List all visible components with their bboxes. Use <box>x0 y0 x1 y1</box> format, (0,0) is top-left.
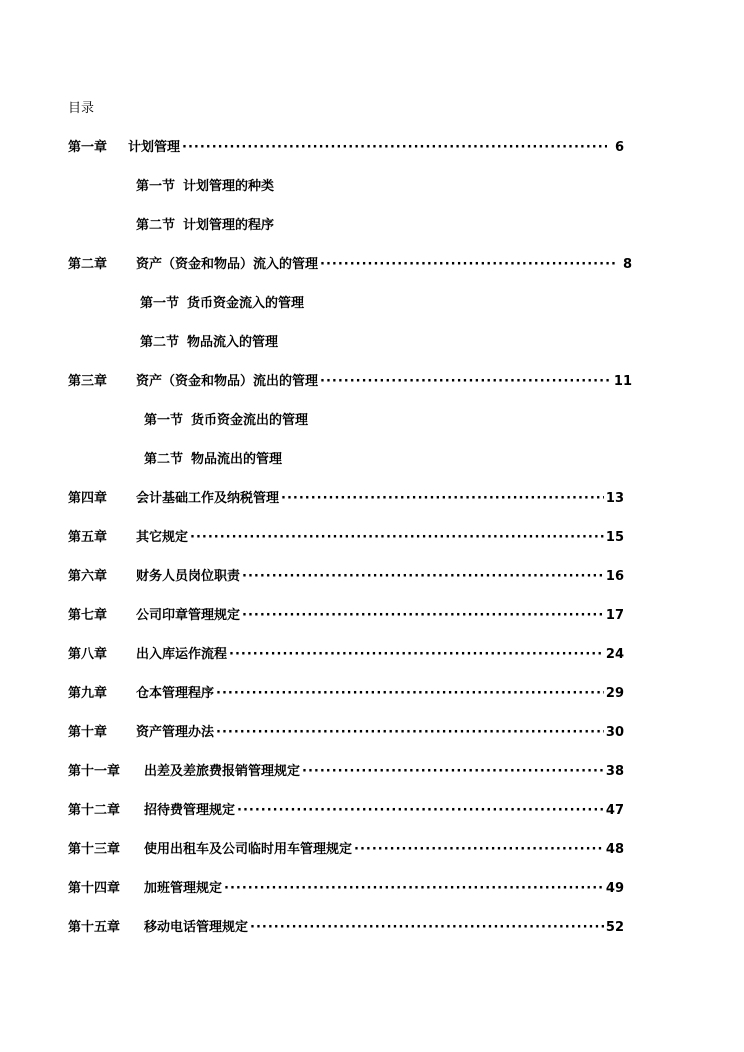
chapter-number: 第九章 <box>68 686 108 701</box>
section-number: 第一节 <box>144 413 184 428</box>
chapter-title: 资产（资金和物品）流入的管理 <box>136 257 319 272</box>
chapter-title: 计划管理 <box>128 140 181 155</box>
chapter-number: 第四章 <box>68 491 108 506</box>
chapter-page: 13 <box>605 491 624 506</box>
leader-dots <box>237 801 604 821</box>
leader-dots <box>182 138 607 158</box>
leader-dots <box>250 918 604 938</box>
chapter-number: 第五章 <box>68 530 108 545</box>
chapter-page: 17 <box>605 608 624 623</box>
leader-dots <box>302 762 604 782</box>
toc-chapter-13[interactable] <box>68 840 624 860</box>
toc-section-1-2[interactable] <box>136 216 274 236</box>
chapter-page: 8 <box>622 257 632 272</box>
section-title: 货币资金流入的管理 <box>187 296 305 311</box>
chapter-number: 第十四章 <box>68 881 121 896</box>
chapter-page: 48 <box>605 842 624 857</box>
section-title: 货币资金流出的管理 <box>191 413 309 428</box>
chapter-page: 6 <box>614 140 624 155</box>
chapter-number: 第三章 <box>68 374 108 389</box>
toc-chapter-8[interactable] <box>68 645 624 665</box>
section-title: 计划管理的种类 <box>183 179 275 194</box>
chapter-number: 第二章 <box>68 257 108 272</box>
toc-chapter-3[interactable] <box>68 372 632 392</box>
toc-chapter-11[interactable] <box>68 762 624 782</box>
toc-chapter-2[interactable] <box>68 255 632 275</box>
chapter-title: 招待费管理规定 <box>144 803 236 818</box>
toc-title: 目录 <box>68 101 95 116</box>
chapter-number: 第十一章 <box>68 764 121 779</box>
section-number: 第二节 <box>136 218 176 233</box>
chapter-title: 加班管理规定 <box>144 881 223 896</box>
chapter-number: 第一章 <box>68 140 108 155</box>
chapter-title: 资产管理办法 <box>136 725 215 740</box>
chapter-number: 第七章 <box>68 608 108 623</box>
chapter-page: 29 <box>605 686 624 701</box>
chapter-number: 第十五章 <box>68 920 121 935</box>
section-number: 第一节 <box>140 296 180 311</box>
toc-section-1-1[interactable] <box>136 177 274 197</box>
chapter-number: 第八章 <box>68 647 108 662</box>
chapter-title: 移动电话管理规定 <box>144 920 249 935</box>
chapter-page: 52 <box>605 920 624 935</box>
chapter-number: 第十章 <box>68 725 108 740</box>
chapter-title: 资产（资金和物品）流出的管理 <box>136 374 319 389</box>
chapter-title: 出入库运作流程 <box>136 647 228 662</box>
chapter-title: 仓本管理程序 <box>136 686 215 701</box>
section-title: 物品流入的管理 <box>187 335 279 350</box>
chapter-page: 15 <box>605 530 624 545</box>
toc-chapter-10[interactable] <box>68 723 624 743</box>
leader-dots <box>229 645 604 665</box>
chapter-page: 38 <box>605 764 624 779</box>
chapter-page: 16 <box>605 569 624 584</box>
toc-chapter-12[interactable] <box>68 801 624 821</box>
chapter-page: 49 <box>605 881 624 896</box>
chapter-title: 其它规定 <box>136 530 189 545</box>
leader-dots <box>190 528 604 548</box>
section-number: 第二节 <box>144 452 184 467</box>
chapter-number: 第十三章 <box>68 842 121 857</box>
section-title: 计划管理的程序 <box>183 218 275 233</box>
chapter-page: 24 <box>605 647 624 662</box>
leader-dots <box>281 489 604 509</box>
leader-dots <box>242 606 604 626</box>
chapter-number: 第十二章 <box>68 803 121 818</box>
toc-chapter-15[interactable] <box>68 918 624 938</box>
leader-dots <box>242 567 604 587</box>
leader-dots <box>354 840 604 860</box>
leader-dots <box>216 723 604 743</box>
chapter-title: 公司印章管理规定 <box>136 608 241 623</box>
toc-section-2-1[interactable] <box>140 294 304 314</box>
leader-dots <box>216 684 604 704</box>
leader-dots <box>224 879 604 899</box>
chapter-page: 47 <box>605 803 624 818</box>
section-number: 第二节 <box>140 335 180 350</box>
leader-dots <box>320 255 615 275</box>
section-number: 第一节 <box>136 179 176 194</box>
toc-section-3-1[interactable] <box>144 411 308 431</box>
toc-section-3-2[interactable] <box>144 450 282 470</box>
toc-chapter-9[interactable] <box>68 684 624 704</box>
chapter-page: 30 <box>605 725 624 740</box>
toc-chapter-1[interactable] <box>68 138 624 158</box>
chapter-title: 使用出租车及公司临时用车管理规定 <box>144 842 353 857</box>
toc-chapter-14[interactable] <box>68 879 624 899</box>
toc-chapter-6[interactable] <box>68 567 624 587</box>
toc-chapter-5[interactable] <box>68 528 624 548</box>
chapter-title: 出差及差旅费报销管理规定 <box>144 764 301 779</box>
toc-chapter-4[interactable] <box>68 489 624 509</box>
chapter-title: 会计基础工作及纳税管理 <box>136 491 280 506</box>
leader-dots <box>320 372 612 392</box>
toc-chapter-7[interactable] <box>68 606 624 626</box>
chapter-title: 财务人员岗位职责 <box>136 569 241 584</box>
chapter-page: 11 <box>613 374 632 389</box>
chapter-number: 第六章 <box>68 569 108 584</box>
toc-section-2-2[interactable] <box>140 333 278 353</box>
section-title: 物品流出的管理 <box>191 452 283 467</box>
